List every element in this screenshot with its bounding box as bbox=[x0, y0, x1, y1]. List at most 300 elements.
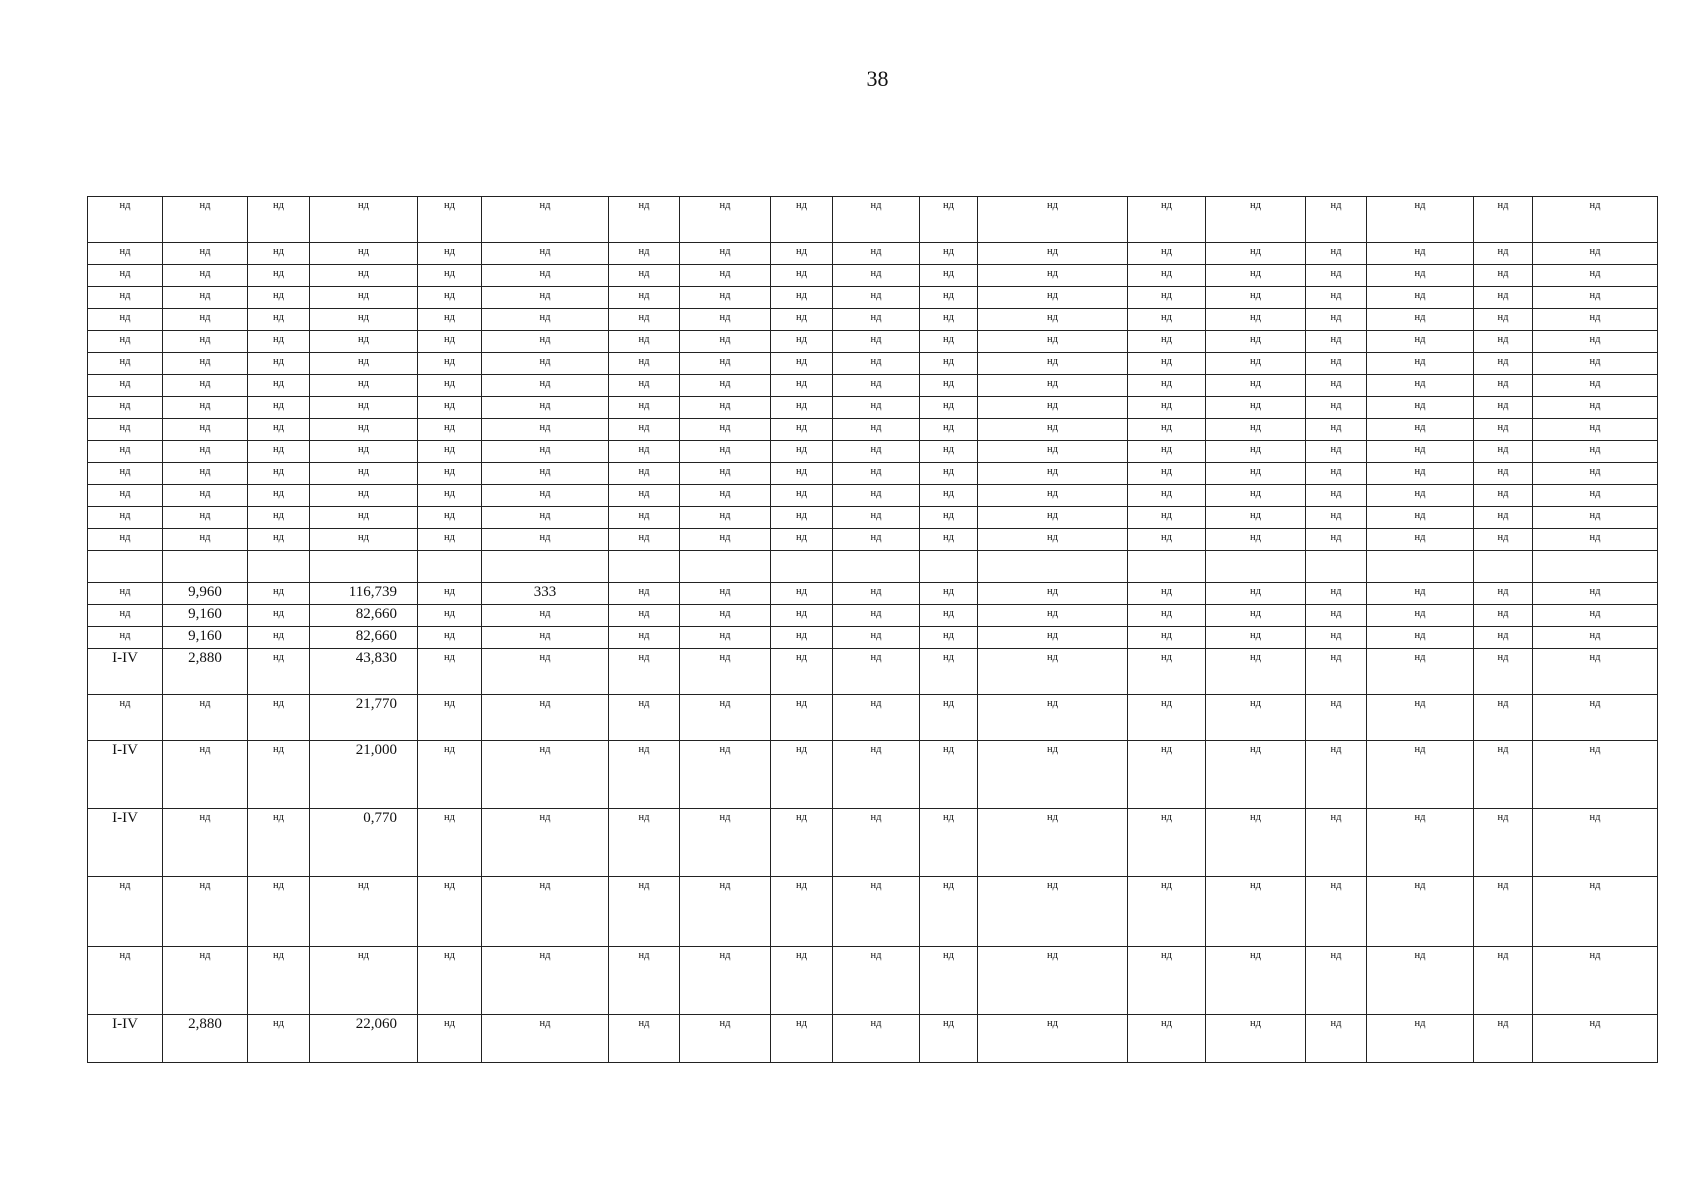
table-cell: нд bbox=[88, 287, 163, 309]
table-cell: нд bbox=[482, 441, 609, 463]
table-cell bbox=[1474, 551, 1533, 583]
table-cell: нд bbox=[833, 741, 920, 809]
table-cell: нд bbox=[609, 529, 680, 551]
table-cell: нд bbox=[163, 877, 248, 947]
table-cell bbox=[482, 551, 609, 583]
table-cell: нд bbox=[310, 243, 418, 265]
table-cell: нд bbox=[1367, 605, 1474, 627]
table-cell bbox=[1533, 551, 1658, 583]
table-cell: нд bbox=[310, 309, 418, 331]
table-cell: нд bbox=[1367, 287, 1474, 309]
table-cell: нд bbox=[1306, 419, 1367, 441]
table-cell: I-IV bbox=[88, 1015, 163, 1063]
table-cell: нд bbox=[833, 243, 920, 265]
table-cell: нд bbox=[1306, 627, 1367, 649]
table-cell: нд bbox=[418, 649, 482, 695]
table-cell: нд bbox=[1533, 529, 1658, 551]
table-cell: нд bbox=[771, 265, 833, 287]
table-cell: нд bbox=[978, 1015, 1128, 1063]
table-cell: нд bbox=[163, 353, 248, 375]
table-cell: нд bbox=[88, 695, 163, 741]
table-cell: нд bbox=[163, 485, 248, 507]
table-cell: нд bbox=[1306, 529, 1367, 551]
table-cell: нд bbox=[88, 197, 163, 243]
table-cell: нд bbox=[609, 463, 680, 485]
table-row bbox=[88, 197, 1658, 243]
table-cell: нд bbox=[680, 809, 771, 877]
table-cell: нд bbox=[1128, 649, 1206, 695]
table-cell: нд bbox=[418, 1015, 482, 1063]
table-cell: нд bbox=[163, 507, 248, 529]
table-cell: нд bbox=[310, 397, 418, 419]
table-cell: нд bbox=[88, 605, 163, 627]
table-cell: нд bbox=[1306, 375, 1367, 397]
table-cell: нд bbox=[920, 375, 978, 397]
table-cell: нд bbox=[609, 309, 680, 331]
table-cell: нд bbox=[482, 309, 609, 331]
table-cell: нд bbox=[609, 809, 680, 877]
table-cell: нд bbox=[482, 243, 609, 265]
table-cell: нд bbox=[1367, 441, 1474, 463]
table-cell: нд bbox=[1306, 397, 1367, 419]
table-cell: нд bbox=[163, 397, 248, 419]
table-cell: нд bbox=[771, 441, 833, 463]
table-cell: нд bbox=[1128, 419, 1206, 441]
table-cell: нд bbox=[1128, 809, 1206, 877]
table-cell: нд bbox=[1474, 877, 1533, 947]
table-cell: нд bbox=[978, 331, 1128, 353]
table-cell: нд bbox=[680, 529, 771, 551]
table-cell: нд bbox=[1533, 649, 1658, 695]
table-cell: нд bbox=[1533, 583, 1658, 605]
table-cell: нд bbox=[833, 627, 920, 649]
table-cell: нд bbox=[1474, 419, 1533, 441]
table-cell: 82,660 bbox=[310, 627, 418, 649]
table-cell: нд bbox=[1128, 463, 1206, 485]
table-cell: нд bbox=[833, 441, 920, 463]
table-cell: нд bbox=[482, 605, 609, 627]
table-cell: нд bbox=[1367, 627, 1474, 649]
table-cell: нд bbox=[1533, 197, 1658, 243]
table-cell: нд bbox=[1533, 265, 1658, 287]
table-cell: нд bbox=[310, 463, 418, 485]
table-cell: нд bbox=[1367, 583, 1474, 605]
table-cell: нд bbox=[482, 507, 609, 529]
table-cell: нд bbox=[1306, 243, 1367, 265]
table-row bbox=[88, 397, 1658, 419]
table-cell: нд bbox=[163, 947, 248, 1015]
table-cell: нд bbox=[418, 627, 482, 649]
table-cell: нд bbox=[418, 809, 482, 877]
table-cell: нд bbox=[88, 485, 163, 507]
table-cell: нд bbox=[418, 485, 482, 507]
table-cell: нд bbox=[1206, 419, 1306, 441]
table-row bbox=[88, 605, 1658, 627]
table-cell: нд bbox=[1474, 287, 1533, 309]
table-row bbox=[88, 353, 1658, 375]
table-cell: нд bbox=[163, 331, 248, 353]
table-cell: I-IV bbox=[88, 649, 163, 695]
table-cell: нд bbox=[418, 375, 482, 397]
table-cell: нд bbox=[833, 529, 920, 551]
table-cell: нд bbox=[248, 243, 310, 265]
table-cell: нд bbox=[1306, 809, 1367, 877]
table-cell: нд bbox=[1474, 507, 1533, 529]
table-cell: нд bbox=[978, 583, 1128, 605]
table-cell: нд bbox=[310, 947, 418, 1015]
table-cell: нд bbox=[609, 485, 680, 507]
table-cell: нд bbox=[833, 397, 920, 419]
table-row bbox=[88, 287, 1658, 309]
table-cell: нд bbox=[609, 947, 680, 1015]
table-cell: I-IV bbox=[88, 809, 163, 877]
table-cell: нд bbox=[482, 741, 609, 809]
table-cell: нд bbox=[1128, 507, 1206, 529]
table-cell: нд bbox=[833, 197, 920, 243]
table-cell: нд bbox=[771, 529, 833, 551]
table-cell: нд bbox=[248, 605, 310, 627]
table-cell: 2,880 bbox=[163, 649, 248, 695]
table-cell: нд bbox=[482, 419, 609, 441]
table-cell: нд bbox=[920, 529, 978, 551]
table-cell: нд bbox=[978, 529, 1128, 551]
table-cell bbox=[1128, 551, 1206, 583]
table-cell: нд bbox=[920, 1015, 978, 1063]
table-cell: нд bbox=[418, 507, 482, 529]
table-cell: нд bbox=[680, 741, 771, 809]
table-cell: нд bbox=[833, 419, 920, 441]
table-cell: нд bbox=[1474, 331, 1533, 353]
table-cell: нд bbox=[1474, 441, 1533, 463]
table-cell: 116,739 bbox=[310, 583, 418, 605]
table-cell: нд bbox=[1206, 627, 1306, 649]
table-cell: нд bbox=[1533, 507, 1658, 529]
table-cell: нд bbox=[978, 809, 1128, 877]
table-cell: нд bbox=[680, 419, 771, 441]
table-row bbox=[88, 331, 1658, 353]
table-cell: нд bbox=[833, 265, 920, 287]
table-cell: нд bbox=[248, 419, 310, 441]
table-cell: нд bbox=[771, 287, 833, 309]
table-cell: нд bbox=[482, 529, 609, 551]
table-cell: нд bbox=[680, 463, 771, 485]
table-cell: нд bbox=[163, 265, 248, 287]
table-cell: нд bbox=[1367, 243, 1474, 265]
table-cell: нд bbox=[88, 353, 163, 375]
table-cell: нд bbox=[978, 287, 1128, 309]
table-cell: нд bbox=[1474, 947, 1533, 1015]
table-cell: нд bbox=[920, 947, 978, 1015]
table-cell: нд bbox=[833, 947, 920, 1015]
table-cell: нд bbox=[771, 507, 833, 529]
table-cell: нд bbox=[163, 695, 248, 741]
table-cell: нд bbox=[1306, 507, 1367, 529]
table-cell: нд bbox=[1474, 695, 1533, 741]
table-cell: нд bbox=[978, 265, 1128, 287]
table-cell: нд bbox=[978, 649, 1128, 695]
table-cell: нд bbox=[1367, 375, 1474, 397]
table-cell: нд bbox=[418, 529, 482, 551]
table-cell: нд bbox=[1306, 463, 1367, 485]
table-cell: нд bbox=[1206, 529, 1306, 551]
table-cell: нд bbox=[1367, 463, 1474, 485]
table-cell: нд bbox=[1128, 397, 1206, 419]
table-cell: нд bbox=[88, 397, 163, 419]
table-cell: нд bbox=[1128, 243, 1206, 265]
table-cell: нд bbox=[920, 809, 978, 877]
table-cell: нд bbox=[920, 741, 978, 809]
table-cell: нд bbox=[1474, 309, 1533, 331]
table-cell: 21,000 bbox=[310, 741, 418, 809]
table-cell: нд bbox=[163, 441, 248, 463]
table-cell: нд bbox=[1474, 265, 1533, 287]
table-cell: нд bbox=[920, 583, 978, 605]
table-cell: нд bbox=[680, 243, 771, 265]
table-row bbox=[88, 627, 1658, 649]
table-cell: нд bbox=[1306, 287, 1367, 309]
table-cell: нд bbox=[418, 309, 482, 331]
table-cell: нд bbox=[680, 695, 771, 741]
table-cell: 0,770 bbox=[310, 809, 418, 877]
table-cell: нд bbox=[920, 287, 978, 309]
table-cell: нд bbox=[771, 605, 833, 627]
table-cell: нд bbox=[88, 529, 163, 551]
table-cell: нд bbox=[1367, 507, 1474, 529]
table-cell: нд bbox=[1533, 309, 1658, 331]
table-cell: нд bbox=[310, 507, 418, 529]
table-cell: нд bbox=[1128, 695, 1206, 741]
table-cell: нд bbox=[248, 877, 310, 947]
table-row bbox=[88, 375, 1658, 397]
table-cell: нд bbox=[1128, 1015, 1206, 1063]
table-cell: нд bbox=[680, 1015, 771, 1063]
table-cell: нд bbox=[680, 877, 771, 947]
table-cell: нд bbox=[88, 309, 163, 331]
table-cell: нд bbox=[920, 309, 978, 331]
table-cell: нд bbox=[88, 243, 163, 265]
table-cell: нд bbox=[310, 353, 418, 375]
table-cell: нд bbox=[310, 419, 418, 441]
table-cell: нд bbox=[680, 583, 771, 605]
table-cell: нд bbox=[88, 947, 163, 1015]
table-cell: нд bbox=[1533, 375, 1658, 397]
table-cell: нд bbox=[482, 397, 609, 419]
table-cell: нд bbox=[418, 287, 482, 309]
table-cell: нд bbox=[771, 463, 833, 485]
table-cell: нд bbox=[1306, 441, 1367, 463]
table-cell: нд bbox=[418, 243, 482, 265]
table-cell: нд bbox=[833, 375, 920, 397]
table-cell: нд bbox=[1474, 197, 1533, 243]
table-cell: нд bbox=[833, 583, 920, 605]
table-cell: нд bbox=[163, 243, 248, 265]
table-cell: нд bbox=[418, 605, 482, 627]
table-row bbox=[88, 877, 1658, 947]
table-cell: нд bbox=[482, 695, 609, 741]
table-cell: нд bbox=[1367, 741, 1474, 809]
table-cell: нд bbox=[920, 649, 978, 695]
table-cell: нд bbox=[1128, 877, 1206, 947]
table-cell: нд bbox=[1206, 809, 1306, 877]
table-cell: нд bbox=[1128, 331, 1206, 353]
table-cell: нд bbox=[88, 331, 163, 353]
table-row bbox=[88, 583, 1658, 605]
table-cell: 9,160 bbox=[163, 627, 248, 649]
table-cell: нд bbox=[482, 463, 609, 485]
table-cell: нд bbox=[248, 441, 310, 463]
table-cell: нд bbox=[771, 419, 833, 441]
table-cell: нд bbox=[920, 265, 978, 287]
table-cell: нд bbox=[978, 605, 1128, 627]
table-cell: нд bbox=[248, 529, 310, 551]
table-cell: нд bbox=[609, 243, 680, 265]
table-cell: нд bbox=[163, 741, 248, 809]
table-cell: нд bbox=[1474, 375, 1533, 397]
table-cell: нд bbox=[248, 197, 310, 243]
table-cell: нд bbox=[920, 485, 978, 507]
table-cell: нд bbox=[418, 197, 482, 243]
table-cell: нд bbox=[771, 627, 833, 649]
table-cell: нд bbox=[920, 441, 978, 463]
table-cell: нд bbox=[1367, 695, 1474, 741]
table-cell: нд bbox=[609, 877, 680, 947]
table-cell: нд bbox=[978, 243, 1128, 265]
table-cell: нд bbox=[1206, 583, 1306, 605]
table-cell: нд bbox=[1367, 309, 1474, 331]
table-cell: нд bbox=[1206, 485, 1306, 507]
table-cell: нд bbox=[609, 265, 680, 287]
table-cell: нд bbox=[482, 947, 609, 1015]
table-cell: нд bbox=[1206, 1015, 1306, 1063]
table-cell: нд bbox=[482, 1015, 609, 1063]
table-cell bbox=[920, 551, 978, 583]
table-cell: нд bbox=[978, 375, 1128, 397]
table-cell: нд bbox=[680, 197, 771, 243]
table-cell: нд bbox=[978, 741, 1128, 809]
table-cell: нд bbox=[771, 331, 833, 353]
table-cell: нд bbox=[680, 331, 771, 353]
table-cell: нд bbox=[978, 397, 1128, 419]
table-cell: нд bbox=[680, 485, 771, 507]
table-cell: 2,880 bbox=[163, 1015, 248, 1063]
table-cell: нд bbox=[248, 287, 310, 309]
table-cell: нд bbox=[771, 485, 833, 507]
table-cell: нд bbox=[1533, 397, 1658, 419]
table-cell: нд bbox=[418, 583, 482, 605]
table-cell: нд bbox=[1128, 265, 1206, 287]
table-cell: нд bbox=[163, 287, 248, 309]
table-cell: нд bbox=[978, 441, 1128, 463]
table-cell: нд bbox=[833, 695, 920, 741]
table-cell: нд bbox=[609, 353, 680, 375]
table-cell: нд bbox=[163, 419, 248, 441]
table-cell: нд bbox=[1533, 947, 1658, 1015]
table-cell: нд bbox=[482, 331, 609, 353]
table-cell: нд bbox=[1533, 485, 1658, 507]
table-cell: нд bbox=[1306, 583, 1367, 605]
table-cell: нд bbox=[310, 441, 418, 463]
table-cell: нд bbox=[1533, 287, 1658, 309]
table-cell: 22,060 bbox=[310, 1015, 418, 1063]
table-cell: 9,960 bbox=[163, 583, 248, 605]
table-cell: нд bbox=[482, 375, 609, 397]
table-cell: нд bbox=[1367, 947, 1474, 1015]
table-cell: нд bbox=[1367, 419, 1474, 441]
table-cell: нд bbox=[771, 1015, 833, 1063]
table-cell: нд bbox=[609, 627, 680, 649]
table-cell: нд bbox=[248, 947, 310, 1015]
table-cell bbox=[1206, 551, 1306, 583]
table-cell: нд bbox=[1128, 441, 1206, 463]
table-cell: нд bbox=[771, 877, 833, 947]
table-cell: нд bbox=[1206, 243, 1306, 265]
table-cell: нд bbox=[1474, 627, 1533, 649]
table-cell: нд bbox=[833, 287, 920, 309]
table-cell: нд bbox=[248, 485, 310, 507]
table-cell: нд bbox=[609, 649, 680, 695]
table-cell: нд bbox=[88, 375, 163, 397]
table-row bbox=[88, 551, 1658, 583]
table-cell: 21,770 bbox=[310, 695, 418, 741]
table-cell: нд bbox=[248, 375, 310, 397]
table-cell: нд bbox=[1306, 353, 1367, 375]
table-cell: 43,830 bbox=[310, 649, 418, 695]
table-cell: нд bbox=[680, 309, 771, 331]
table-cell: нд bbox=[482, 649, 609, 695]
table-cell: 9,160 bbox=[163, 605, 248, 627]
table-cell: нд bbox=[920, 877, 978, 947]
table-cell: нд bbox=[609, 287, 680, 309]
table-cell: нд bbox=[248, 809, 310, 877]
table-cell: нд bbox=[680, 353, 771, 375]
table-cell: нд bbox=[1533, 695, 1658, 741]
table-row bbox=[88, 419, 1658, 441]
table-cell: нд bbox=[1306, 309, 1367, 331]
table-cell: нд bbox=[1367, 197, 1474, 243]
table-cell: нд bbox=[482, 877, 609, 947]
table-cell: нд bbox=[1474, 583, 1533, 605]
table-cell: нд bbox=[1474, 243, 1533, 265]
table-cell: нд bbox=[1533, 809, 1658, 877]
table-cell: нд bbox=[833, 309, 920, 331]
table-cell: нд bbox=[609, 441, 680, 463]
table-cell: нд bbox=[1206, 947, 1306, 1015]
table-cell: нд bbox=[310, 265, 418, 287]
table-cell: нд bbox=[1206, 353, 1306, 375]
table-cell bbox=[680, 551, 771, 583]
table-cell bbox=[310, 551, 418, 583]
table-cell: нд bbox=[1474, 353, 1533, 375]
table-cell: нд bbox=[248, 649, 310, 695]
table-cell: нд bbox=[920, 605, 978, 627]
table-cell: нд bbox=[978, 627, 1128, 649]
table-cell: нд bbox=[771, 375, 833, 397]
table-cell: нд bbox=[1306, 877, 1367, 947]
table-cell: нд bbox=[920, 243, 978, 265]
table-cell: нд bbox=[163, 809, 248, 877]
table-cell: нд bbox=[248, 397, 310, 419]
table-cell: нд bbox=[248, 353, 310, 375]
table-cell: нд bbox=[920, 463, 978, 485]
table-cell: нд bbox=[1306, 331, 1367, 353]
table-cell: нд bbox=[248, 627, 310, 649]
table-cell: нд bbox=[1367, 397, 1474, 419]
table-cell: нд bbox=[771, 197, 833, 243]
table-cell: нд bbox=[1128, 583, 1206, 605]
table-cell bbox=[609, 551, 680, 583]
table-cell bbox=[248, 551, 310, 583]
table-cell: нд bbox=[163, 197, 248, 243]
